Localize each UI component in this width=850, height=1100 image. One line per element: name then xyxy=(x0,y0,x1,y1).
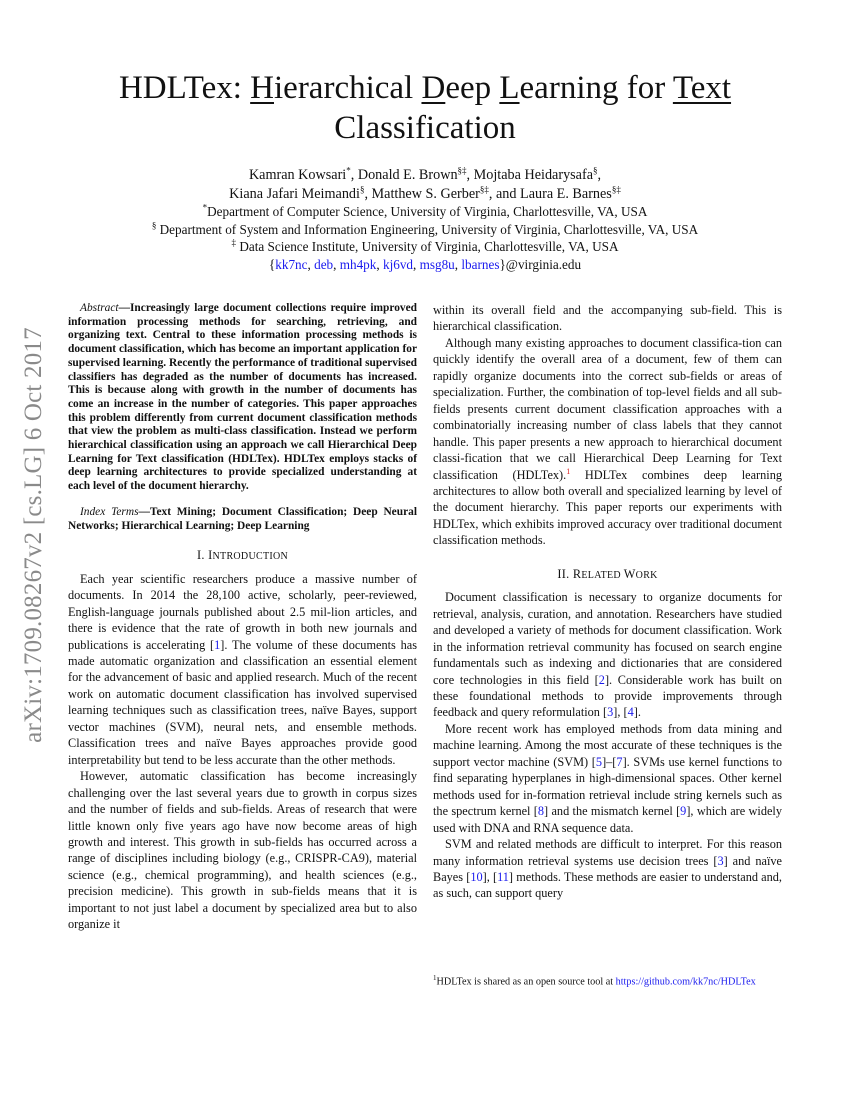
author-list-line2: Kiana Jafari Meimandi§, Matthew S. Gerber§‡, and Laura E. Barnes§‡ xyxy=(229,183,621,202)
author-name: Donald E. Brown xyxy=(357,167,458,183)
left-column xyxy=(68,302,417,933)
email-link[interactable]: kk7nc xyxy=(275,256,308,272)
citation-link[interactable]: 10 xyxy=(470,869,483,884)
affiliation: § Department of System and Information Engineering, University of Virginia, Charlottesville, VA, USA xyxy=(151,220,699,237)
abstract: Abstract—Increasingly large document collections require improved information processing methods for searching, retrieving, and organizing text. Central to these information processing methods is document classification, which has become an important application for supervised learning. Recently the performance of traditional supervised classifiers has degraded as the number of documents has increased. This is because along with growth in the number of documents has come an increase in the number of categories. This paper approaches this problem differently from current document classification methods that view the problem as multi-class classification. Instead we perform hierarchical classification using an approach we call Hierarchical Deep Learning for Text classification (HDLTex). HDLTex employs stacks of deep learning architectures to provide specialized understanding at each level of the document hierarchy. xyxy=(68,302,417,493)
right-column xyxy=(433,302,782,902)
author-name: Laura E. Barnes xyxy=(520,185,612,202)
author-name: Matthew S. Gerber xyxy=(371,185,480,202)
section-heading-related-work: II. RELATED WORK xyxy=(557,566,658,581)
paragraph: More recent work has employed methods from data mining and machine learning. Among the most accurate of these techniques is the support vector machine (SVM) [5]–[7]. SVMs use kernel functions to find separating hyperplanes in high-dimensional spaces. Other kernel methods used for in-formation retrieval include string kernels such as the spectrum kernel [8] and the mismatch kernel [9], which are widely used with DNA and RNA sequence data. xyxy=(433,721,782,835)
paragraph: Although many existing approaches to document classifica-tion can quickly identify the overall area of a document, few of them can rapidly organize documents into the correct sub-fields or areas of specialization. Further, the combination of top-level fields and all sub-fields presents current document classification approaches with a combinatorially increasing number of class labels that they cannot handle. This paper presents a new approach to hierarchical document classi-fication that we call Hierarchical Deep Learning for Text classification (HDLTex).$^1$ HDLTex combines deep learning architectures to allow both overall and specialized learning by level of the document hierarchy. This paper reports our experiments with HDLTex, which exhibits improved accuracy over traditional document classification methods. xyxy=(433,335,782,548)
author-list-line1: Kamran Kowsari*, Donald E. Brown§‡, Mojtaba Heidarysafa§, xyxy=(248,165,602,183)
email-link[interactable]: mh4pk xyxy=(339,256,377,272)
citation-link[interactable]: 2 xyxy=(598,672,605,687)
email-link[interactable]: msg8u xyxy=(419,256,455,272)
paragraph: However, automatic classification has become increasingly challenging over the last several years due to growth in corpus sizes and the number of fields and sub-fields. Areas of research that were little known only five years ago have now become areas of high growth and interest. This growth in sub-fields has occurred across a range of disciplines including biology (e.g., CRISPR-CA9), material science (e.g., chemical programming), and health sciences (e.g., precision medicine). This growth in sub-fields means that it is important to not just label a document by specialized area but to also organize it xyxy=(68,769,417,932)
email-link[interactable]: kj6vd xyxy=(382,256,414,272)
citation-link[interactable]: 5 xyxy=(595,754,603,769)
citation-link[interactable]: 3 xyxy=(607,705,614,720)
arxiv-stamp: arXiv:1709.08267v2 [cs.LG] 6 Oct 2017 xyxy=(20,327,47,743)
citation-link[interactable]: 8 xyxy=(537,804,545,819)
github-link[interactable]: https://github.com/kk7nc/HDLTex xyxy=(615,976,756,988)
citation-link[interactable]: 3 xyxy=(717,853,724,868)
citation-link[interactable]: 9 xyxy=(680,804,687,819)
author-name: Kamran Kowsari xyxy=(248,167,347,183)
footnote-link[interactable]: 1 xyxy=(566,466,571,476)
email-link[interactable]: deb xyxy=(314,256,334,272)
paragraph: Document classification is necessary to organize documents for retrieval, analysis, curation, and annotation. Researchers have studied and developed a variety of methods for document classification. Work in the information retrieval community has focused on search engine fundamentals such as indexing and dictionaries that are considered core technologies in this field [2]. Considerable work has built on these foundational methods to provide improvements through feedback and query reformulation [3], [4]. xyxy=(433,590,782,720)
affiliation: *Department of Computer Science, University of Virginia, Charlottesville, VA, USA xyxy=(202,202,648,220)
paper-title: HDLTex: Hierarchical Deep Learning for Text Classification xyxy=(118,70,732,146)
citation-link[interactable]: 4 xyxy=(627,705,634,720)
affiliation: ‡ Data Science Institute, University of Virginia, Charlottesville, VA, USA xyxy=(231,237,619,255)
citation-link[interactable]: 7 xyxy=(616,754,623,769)
author-name: Kiana Jafari Meimandi xyxy=(229,185,360,202)
footnote: $^1$HDLTex is shared as an open source tool at https://github.com/kk7nc/HDLTex xyxy=(433,974,756,988)
paragraph: within its overall field and the accompanying sub-field. This is hierarchical classification. xyxy=(433,303,782,334)
section-heading-introduction: I. INTRODUCTION xyxy=(196,548,289,563)
email-link[interactable]: lbarnes xyxy=(461,256,500,272)
author-name: Mojtaba Heidarysafa xyxy=(473,167,594,183)
email-line: {kk7nc, deb, mh4pk, kj6vd, msg8u, lbarnes}@virginia.edu xyxy=(268,256,582,272)
paragraph: SVM and related methods are difficult to interpret. For this reason many information retrieval systems use decision trees [3] and naïve Bayes [10], [11] methods. These methods are easier to understand and, as such, can support query xyxy=(433,837,782,901)
citation-link[interactable]: 1 xyxy=(214,637,221,652)
citation-link[interactable]: 11 xyxy=(497,869,509,884)
paragraph: Each year scientific researchers produce a massive number of documents. In 2014 the 28,100 active, scholarly, peer-reviewed, English-language journals published about 2.5 mil-lion articles, and there is evidence that the rate of growth in both new journals and publications is accelerating [1]. The volume of these documents has made automatic organization and classification an essential element for the advancement of basic and applied research. Much of the recent work on automatic document classification has involved supervised learning techniques such as classification trees, naïve Bayes, support vector machines (SVM), neural nets, and ensemble methods. Classification trees and naïve Bayes approaches provide good interpretability but tend to be less accurate than the other methods. xyxy=(68,571,417,767)
author-block xyxy=(60,166,790,274)
index-terms: Index Terms—Text Mining; Document Classification; Deep Neural Networks; Hierarchical Learning; Deep Learning xyxy=(68,505,417,532)
